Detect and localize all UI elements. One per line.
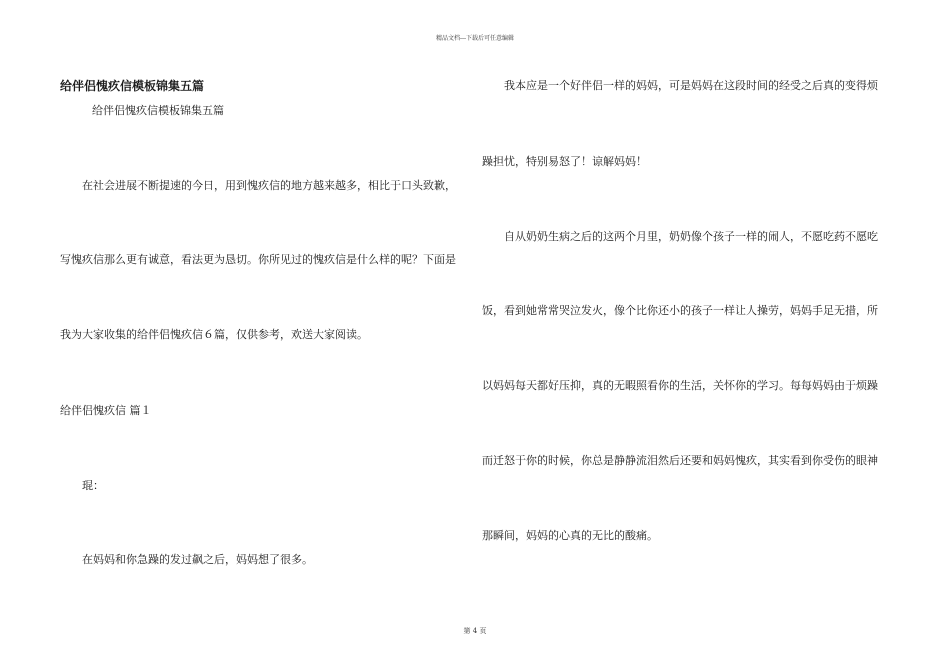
- page-header: 精品文档---下载后可任意编辑: [435, 35, 515, 42]
- paragraph-line: 我为大家收集的给伴侣愧疚信６篇，仅供参考，欢送大家阅读。: [60, 328, 368, 341]
- paragraph-line: 在妈妈和你急躁的发过飙之后，妈妈想了很多。: [82, 553, 313, 566]
- document-subtitle: 给伴侣愧疚信模板锦集五篇: [92, 104, 224, 117]
- paragraph-line: 以妈妈每天都好压抑，真的无暇照看你的生活，关怀你的学习。每每妈妈由于烦躁: [482, 379, 878, 392]
- section-heading: 给伴侣愧疚信 篇１: [60, 404, 152, 417]
- paragraph-line: 我本应是一个好伴侣一样的妈妈，可是妈妈在这段时间的经受之后真的变得烦: [504, 79, 878, 92]
- paragraph-line: 写愧疚信那么更有诚意，看法更为恳切。你所见过的愧疚信是什么样的呢？下面是: [60, 253, 456, 266]
- paragraph-line: 自从奶奶生病之后的这两个月里，奶奶像个孩子一样的闹人，不愿吃药不愿吃: [504, 230, 878, 243]
- paragraph-line: 而迁怒于你的时候，你总是静静流泪然后还要和妈妈愧疚，其实看到你受伤的眼神: [482, 454, 878, 467]
- page-footer: 第 4 页: [463, 627, 487, 635]
- paragraph-line: 饭，看到她常常哭泣发火，像个比你还小的孩子一样让人操劳，妈妈手足无措，所: [482, 304, 878, 317]
- paragraph-line: 躁担忧，特别易怒了！谅解妈妈！: [482, 155, 647, 168]
- paragraph-line: 那瞬间，妈妈的心真的无比的酸痛。: [482, 529, 658, 542]
- paragraph-line: 在社会进展不断提速的今日，用到愧疚信的地方越来越多，相比于口头致歉，: [82, 179, 456, 192]
- document-title: 给伴侣愧疚信模板锦集五篇: [60, 79, 205, 93]
- salutation: 琨：: [82, 479, 104, 492]
